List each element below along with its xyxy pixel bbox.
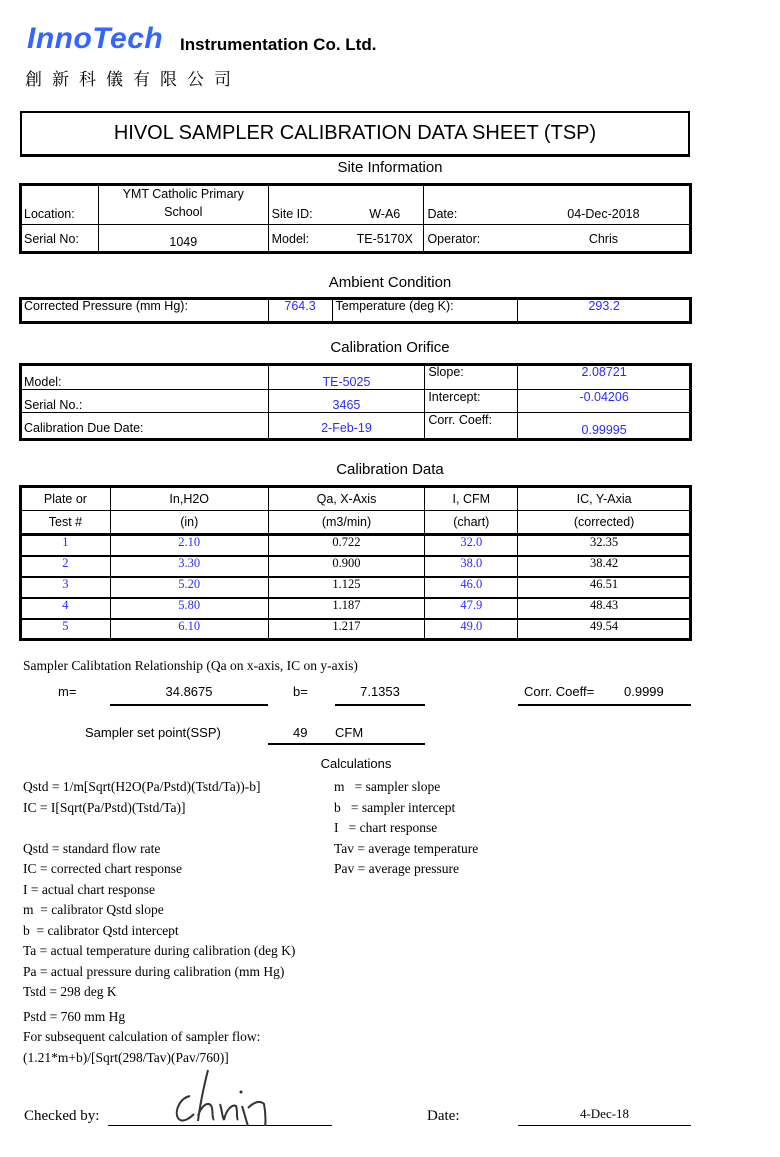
serial-label: Serial No: [21, 225, 99, 253]
definition-line: Pstd = 760 mm Hg [23, 1008, 126, 1024]
spacer [23, 818, 295, 839]
header-row-1 [21, 487, 691, 511]
calculations-heading: Calculations [320, 756, 392, 771]
formula-line: (1.21*m+b)/[Sqrt(298/Tav)(Pav/760)] [23, 1049, 229, 1065]
definition-line: I = chart response [334, 820, 438, 835]
corr-coeff-underline [518, 704, 691, 706]
col-header: I, CFM [425, 487, 518, 511]
definition-line: Pav = average pressure [334, 861, 459, 876]
date-value: 04-Dec-2018 [517, 185, 691, 225]
col-header: IC, Y-Axia [518, 487, 691, 511]
corr-coeff-label: Corr. Coeff: [425, 413, 518, 440]
ssp-unit: CFM [335, 725, 364, 740]
m-label: m= [58, 684, 77, 699]
calibration-data-table [20, 486, 691, 640]
h2o-value: 5.80 [110, 598, 268, 619]
table-row [21, 577, 691, 598]
corr-coeff-value: 0.99995 [518, 413, 691, 440]
col-header: Qa, X-Axis [268, 487, 425, 511]
definition-line: m = sampler slope [334, 779, 441, 794]
b-label: b= [293, 684, 308, 699]
table-row [21, 598, 691, 619]
col-subheader: (corrected) [518, 511, 691, 535]
ssp-label: Sampler set point(SSP) [85, 725, 221, 740]
company-logo: InnoTech [27, 22, 164, 55]
checked-by-label: Checked by: [24, 1108, 100, 1124]
test-number: 5 [21, 619, 111, 640]
model-label: Model: [268, 225, 346, 253]
definition-line: b = calibrator Qstd intercept [23, 922, 179, 938]
calibration-data-heading: Calibration Data [336, 461, 444, 478]
ssp-underline [268, 743, 425, 745]
relationship-heading: Sampler Calibtation Relationship (Qa on x-axis, IC on y-axis) [23, 658, 358, 673]
pressure-label: Corrected Pressure (mm Hg): [21, 299, 269, 323]
signature-icon [168, 1066, 278, 1126]
orifice-serial-value: 3465 [268, 390, 425, 413]
intercept-value: -0.04206 [518, 390, 691, 413]
test-number: 3 [21, 577, 111, 598]
slope-value: 2.08721 [518, 365, 691, 390]
orifice-model-value: TE-5025 [268, 365, 425, 390]
b-underline [335, 704, 425, 706]
definition-line: Pa = actual pressure during calibration (mm Hg) [23, 963, 285, 979]
qa-value: 0.722 [268, 535, 425, 557]
location-label: Location: [21, 185, 99, 225]
test-number: 2 [21, 556, 111, 577]
test-number: 1 [21, 535, 111, 557]
location-line2: School [164, 205, 203, 219]
definition-line: Tstd = 298 deg K [23, 984, 117, 999]
date-label: Date: [424, 185, 517, 225]
temperature-label: Temperature (deg K): [332, 299, 518, 323]
page-title: HIVOL SAMPLER CALIBRATION DATA SHEET (TSP) [20, 111, 690, 157]
location-line1: YMT Catholic Primary [122, 187, 244, 201]
m-underline [110, 704, 268, 706]
company-name: Instrumentation Co. Ltd. [180, 35, 377, 54]
h2o-value: 6.10 [110, 619, 268, 640]
i-value: 32.0 [425, 535, 518, 557]
definition-line: Tav = average temperature [334, 840, 479, 856]
operator-value: Chris [517, 225, 691, 253]
due-date-label: Calibration Due Date: [21, 413, 269, 440]
pressure-value: 764.3 [268, 299, 332, 323]
calibration-orifice-table [20, 364, 691, 440]
serial-value: 1049 [98, 225, 268, 253]
qa-value: 1.217 [268, 619, 425, 640]
corr-coeff-label: Corr. Coeff= [524, 684, 595, 699]
test-number: 4 [21, 598, 111, 619]
table-row [21, 619, 691, 640]
table-row [21, 556, 691, 577]
col-subheader: Test # [21, 511, 111, 535]
m-value: 34.8675 [165, 684, 213, 699]
ic-value: 49.54 [518, 619, 691, 640]
ssp-value: 49 [293, 725, 308, 740]
header-row-2 [21, 511, 691, 535]
intercept-label: Intercept: [425, 390, 518, 413]
ic-value: 38.42 [518, 556, 691, 577]
qa-value: 0.900 [268, 556, 425, 577]
ic-value: 48.43 [518, 598, 691, 619]
formula-line: Qstd = 1/m[Sqrt(H2O(Pa/Pstd)(Tstd/Ta))-b] [23, 779, 261, 794]
definition-line: For subsequent calculation of sampler flow: [23, 1029, 261, 1044]
formula-line: IC = I[Sqrt(Pa/Pstd)(Tstd/Ta)] [23, 799, 186, 815]
col-header: Plate or [21, 487, 111, 511]
footer-date-value: 4-Dec-18 [579, 1106, 630, 1121]
ic-value: 46.51 [518, 577, 691, 598]
i-value: 49.0 [425, 619, 518, 640]
orifice-model-label: Model: [21, 365, 269, 390]
i-value: 46.0 [425, 577, 518, 598]
col-subheader: (chart) [425, 511, 518, 535]
ambient-condition-table [20, 298, 691, 323]
model-value: TE-5170X [346, 225, 424, 253]
location-value [98, 185, 268, 225]
col-header: In,H2O [110, 487, 268, 511]
col-subheader: (m3/min) [268, 511, 425, 535]
col-subheader: (in) [110, 511, 268, 535]
ambient-condition-heading: Ambient Condition [328, 274, 452, 291]
site-id-label: Site ID: [268, 185, 346, 225]
date-line [518, 1125, 691, 1126]
i-value: 47.9 [425, 598, 518, 619]
table-row [21, 535, 691, 557]
operator-label: Operator: [424, 225, 517, 253]
definition-line: m = calibrator Qstd slope [23, 902, 164, 917]
definition-line: Qstd = standard flow rate [23, 840, 161, 856]
orifice-serial-label: Serial No.: [21, 390, 269, 413]
footer-date-label: Date: [427, 1108, 460, 1124]
qa-value: 1.125 [268, 577, 425, 598]
qa-value: 1.187 [268, 598, 425, 619]
h2o-value: 2.10 [110, 535, 268, 557]
calculations-left [23, 777, 295, 1068]
site-information-heading: Site Information [337, 159, 443, 176]
calculations-right [334, 777, 478, 880]
h2o-value: 5.20 [110, 577, 268, 598]
ic-value: 32.35 [518, 535, 691, 557]
definition-line: I = actual chart response [23, 881, 156, 897]
site-information-table [20, 184, 691, 253]
definition-line: Ta = actual temperature during calibration (deg K) [23, 943, 296, 958]
slope-label: Slope: [425, 365, 518, 390]
company-chinese-name: 創新科儀有限公司 [25, 70, 241, 90]
i-value: 38.0 [425, 556, 518, 577]
calibration-orifice-heading: Calibration Orifice [330, 339, 450, 356]
b-value: 7.1353 [360, 684, 400, 699]
site-id-value: W-A6 [346, 185, 424, 225]
definition-line: b = sampler intercept [334, 799, 456, 815]
temperature-value: 293.2 [518, 299, 691, 323]
h2o-value: 3.30 [110, 556, 268, 577]
definition-line: IC = corrected chart response [23, 861, 183, 876]
corr-coeff-value: 0.9999 [624, 684, 664, 699]
due-date-value: 2-Feb-19 [268, 413, 425, 440]
